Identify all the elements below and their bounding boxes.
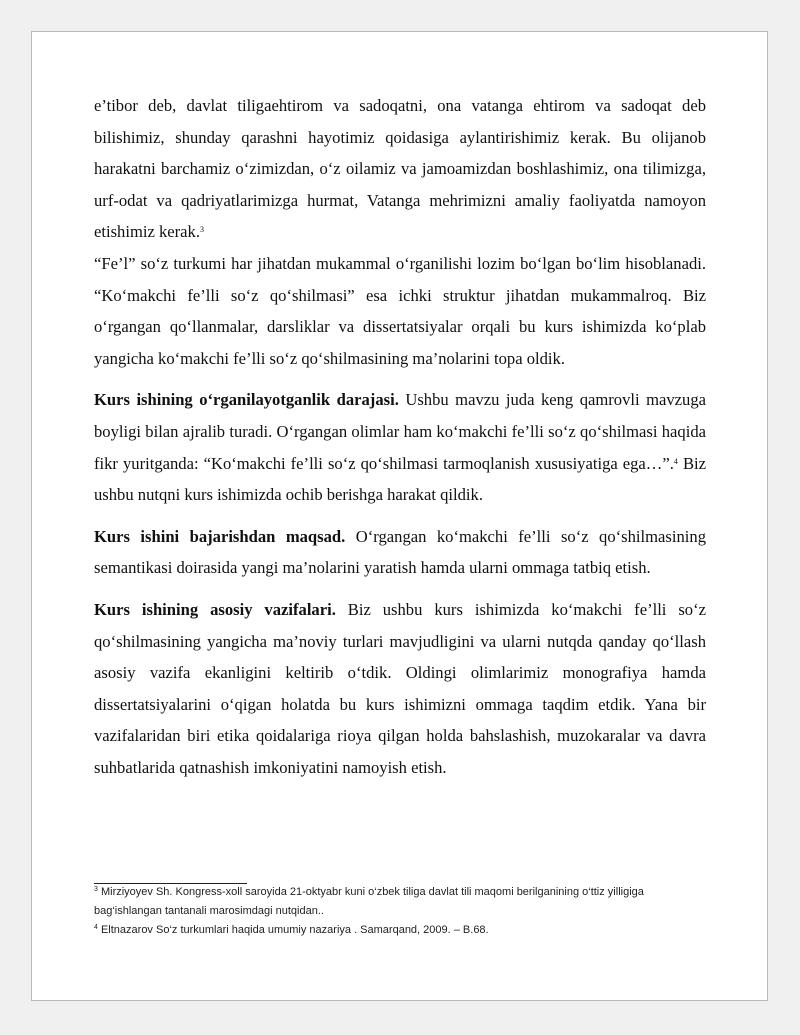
footnotes bbox=[94, 883, 706, 940]
paragraph-1-text: e’tibor deb, davlat tiligaehtirom va sadoqatni, ona vatanga ehtirom va sadoqat deb bilishimiz, shunday qarashni hayotimiz qoidasiga aylantirishimiz kerak. Bu olijanob harakatni barchamiz o‘zimizdan, o‘z oilamiz va jamoamizdan boshlashimiz, ona tilimizga, urf-odat va qadriyatlarimizga hurmat, Vatanga mehrimizni amaliy faoliyatda namoyon etishimiz kerak. bbox=[94, 96, 706, 242]
paragraph-4-text: O‘rgangan ko‘makchi fe’lli so‘z qo‘shilmasining semantikasi doirasida yangi ma’nolarini yaratish hamda ularni ommaga tatbiq etish. bbox=[94, 526, 706, 578]
page-body bbox=[94, 90, 706, 783]
footnote-number: 4 bbox=[94, 924, 98, 931]
paragraph-3-tail: Biz ushbu nutqni kurs ishimizda ochib berishga harakat qildik. bbox=[94, 453, 706, 505]
paragraph-2 bbox=[94, 248, 706, 374]
footnote-number: 3 bbox=[94, 886, 98, 893]
paragraph-1 bbox=[94, 90, 706, 248]
heading-tasks: Kurs ishining asosiy vazifalari. bbox=[94, 599, 336, 619]
paragraph-research-level bbox=[94, 384, 706, 510]
paragraph-3-text: Ushbu mavzu juda keng qamrovli mavzuga boyligi bilan ajralib turadi. O‘rgangan olimlar ham ko‘makchi fe’lli so‘z qo‘shilmasi haqida fikr yuritganda: “Ko‘makchi fe’lli so‘z qo‘shilmasi tarmoqlanish xususiyatiga ega…”. bbox=[94, 390, 706, 473]
footnote-text: Mirziyoyev Sh. Kongress-xoll saroyida 21-oktyabr kuni o‘zbek tiliga davlat tili maqomi berilganining o‘ttiz yilligiga bag‘ishlangan tantanali marosimdagi nutqidan.. bbox=[94, 886, 644, 917]
document-page bbox=[31, 31, 768, 1001]
footnote-ref-4[interactable]: 4 bbox=[673, 456, 678, 466]
footnote-3 bbox=[94, 883, 706, 921]
footnote-4 bbox=[94, 921, 706, 940]
heading-goal: Kurs ishini bajarishdan maqsad. bbox=[94, 526, 346, 546]
paragraph-5-text: Biz ushbu kurs ishimizda ko‘makchi fe’lli so‘z qo‘shilmasining yangicha ma’noviy turlari mavjudligini va ularni nutqda qanday qo‘llash asosiy vazifa ekanligini keltirib o‘tdik. Oldingi olimlarimiz monografiya hamda dissertatsiyalarini o‘qigan holatda bu kurs ishimizni ommaga taqdim etdik. Yana bir vazifalaridan biri etika qoidalariga rioya qilgan holda bahslashish, muzokaralar va davra suhbatlarida qatnashish imkoniyatini namoyish etish. bbox=[94, 599, 706, 777]
heading-research-level: Kurs ishining o‘rganilayotganlik darajasi. bbox=[94, 390, 399, 410]
footnote-ref-3[interactable]: 3 bbox=[199, 225, 204, 235]
paragraph-goal bbox=[94, 521, 706, 584]
footnote-text: Eltnazarov So‘z turkumlari haqida umumiy nazariya . Samarqand, 2009. – B.68. bbox=[97, 924, 489, 936]
paragraph-2-text: “Fe’l” so‘z turkumi har jihatdan mukammal o‘rganilishi lozim bo‘lgan bo‘lim hisoblanadi. “Ko‘makchi fe’lli so‘z qo‘shilmasi” esa ichki struktur jihatdan mukammalroq. Biz o‘rgangan qo‘llanmalar, darsliklar va dissertatsiyalar orqali bu kurs ishimizda ko‘plab yangicha ko‘makchi fe’lli so‘z qo‘shilmasining ma’nolarini topa oldik. bbox=[94, 253, 706, 368]
paragraph-tasks bbox=[94, 594, 706, 784]
